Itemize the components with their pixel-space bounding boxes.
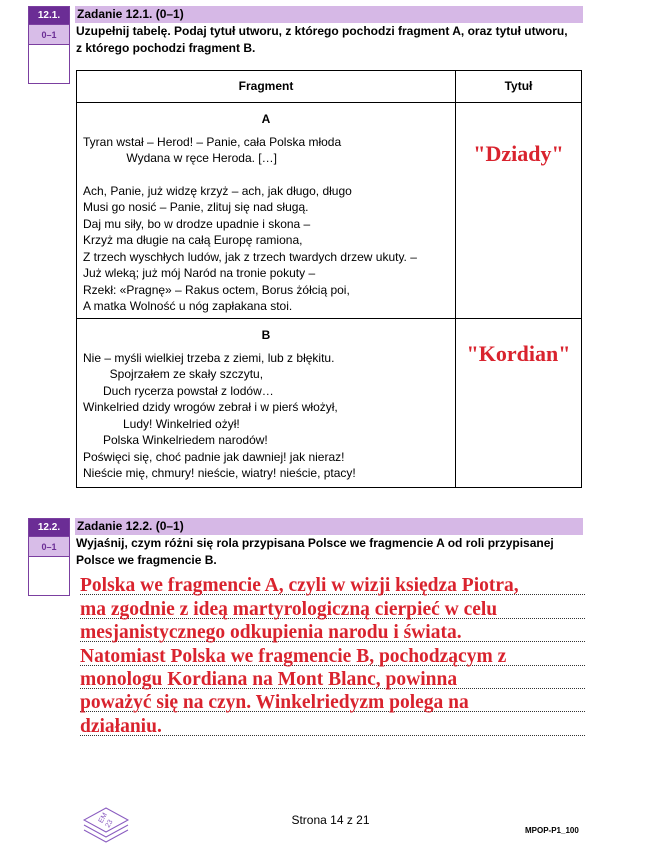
fragment-table: [76, 70, 582, 488]
score-field[interactable]: [29, 557, 69, 595]
instruction-line: Polsce we fragmencie B.: [76, 553, 217, 567]
table-row-b: [77, 318, 581, 487]
verse-line: Krzyż ma długie na całą Europę ramiona,: [83, 233, 303, 247]
page-number: Strona 14 z 21: [291, 813, 370, 827]
fragment-a-cell: [77, 103, 456, 318]
document-code: MPOP-P1_100: [525, 826, 579, 835]
verse-line: Polska Winkelriedem narodów!: [83, 433, 268, 447]
verse-line: Wydana w ręce Heroda. […]: [83, 151, 277, 165]
verse-line: Nieście mię, chmury! nieście, wiatry! nieście, ptacy!: [83, 466, 356, 480]
answer-text: Natomiast Polska we fragmencie B, pochodzącym z: [80, 645, 507, 667]
answer-text: poważyć się na czyn. Winkelriedyzm polega na: [80, 692, 469, 714]
answer-text: Polska we fragmencie A, czyli w wizji księdza Piotra,: [80, 575, 519, 597]
answer-text: monologu Kordiana na Mont Blanc, powinna: [80, 668, 458, 690]
verse-line: Daj mu siły, bo w drodze upadnie i skona –: [83, 216, 311, 231]
svg-text:EM: EM: [97, 811, 109, 825]
column-header-title: Tytuł: [504, 79, 533, 93]
score-box-12-1: [28, 6, 70, 84]
verse-line: Tyran wstał – Herod! – Panie, cała Polska młoda: [83, 134, 342, 149]
answer-line: [80, 642, 585, 665]
task-header-12-1: Zadanie 12.1. (0–1): [75, 6, 583, 23]
verse-line: Z trzech wyschłych ludów, jak z trzech twardych drzew ukuty. –: [83, 249, 417, 264]
title-a-cell[interactable]: [456, 103, 581, 318]
score-field[interactable]: [29, 45, 69, 83]
answer-text: działaniu.: [80, 715, 162, 737]
answer-area-12-2[interactable]: [80, 572, 585, 736]
answer-line: [80, 666, 585, 689]
verse-line: Ach, Panie, już widzę krzyż – ach, jak długo, długo: [83, 183, 352, 198]
answer-title-b: "Kordian": [466, 341, 571, 366]
verse-line: A matka Wolność u nóg zapłakana stoi.: [83, 299, 293, 313]
task-points: 0–1: [29, 536, 69, 557]
verse-line: Ludy! Winkelried ożył!: [83, 416, 240, 431]
answer-text: ma zgodnie z ideą martyrologiczną cierpieć w celu: [80, 598, 498, 620]
instruction-line: z którego pochodzi fragment B.: [76, 41, 256, 55]
answer-line: [80, 572, 585, 595]
verse-line: Musi go nosić – Panie, zlituj się nad sługą.: [83, 200, 309, 214]
verse-line: Rzekł: «Pragnę» – Rakus octem, Borus żółcią poi,: [83, 282, 350, 297]
table-header-row: [77, 71, 581, 102]
verse-line: Winkelried dzidy wrogów zebrał i w pierś włożył,: [83, 400, 338, 414]
task-number: 12.2.: [29, 519, 69, 536]
answer-line: [80, 595, 585, 618]
answer-text: mesjanistycznego odkupienia narodu i świata.: [80, 622, 462, 644]
answer-line: [80, 689, 585, 712]
task-instruction-12-2: [76, 535, 586, 569]
verse-line: Poświęci się, choć padnie jak dawniej! jak nieraz!: [83, 449, 345, 464]
answer-title-a: "Dziady": [473, 141, 564, 166]
answer-line: [80, 619, 585, 642]
task-instruction-12-1: [76, 23, 586, 57]
table-row-a: [77, 102, 581, 318]
instruction-line: Uzupełnij tabelę. Podaj tytuł utworu, z którego pochodzi fragment A, oraz tytuł utworu,: [76, 24, 568, 38]
task-number: 12.1.: [29, 7, 69, 24]
title-b-cell[interactable]: [456, 319, 581, 487]
task-header-12-2: Zadanie 12.2. (0–1): [75, 518, 583, 535]
fragment-label: A: [261, 112, 271, 126]
instruction-line: Wyjaśnij, czym różni się rola przypisana Polsce we fragmencie A od roli przypisanej: [76, 536, 554, 550]
task-points: 0–1: [29, 24, 69, 45]
svg-text:23: 23: [104, 818, 115, 829]
fragment-label: B: [261, 328, 271, 342]
column-header-fragment: Fragment: [77, 71, 456, 102]
verse-line: Spojrzałem ze skały szczytu,: [83, 367, 264, 381]
verse-line: Już wleką; już mój Naród na tronie pokuty –: [83, 266, 316, 280]
answer-line: [80, 712, 585, 735]
fragment-b-cell: [77, 319, 456, 487]
verse-line: Duch rycerza powstał z lodów…: [83, 383, 274, 398]
verse-line: Nie – myśli wielkiej trzeba z ziemi, lub z błękitu.: [83, 350, 335, 365]
score-box-12-2: [28, 518, 70, 596]
